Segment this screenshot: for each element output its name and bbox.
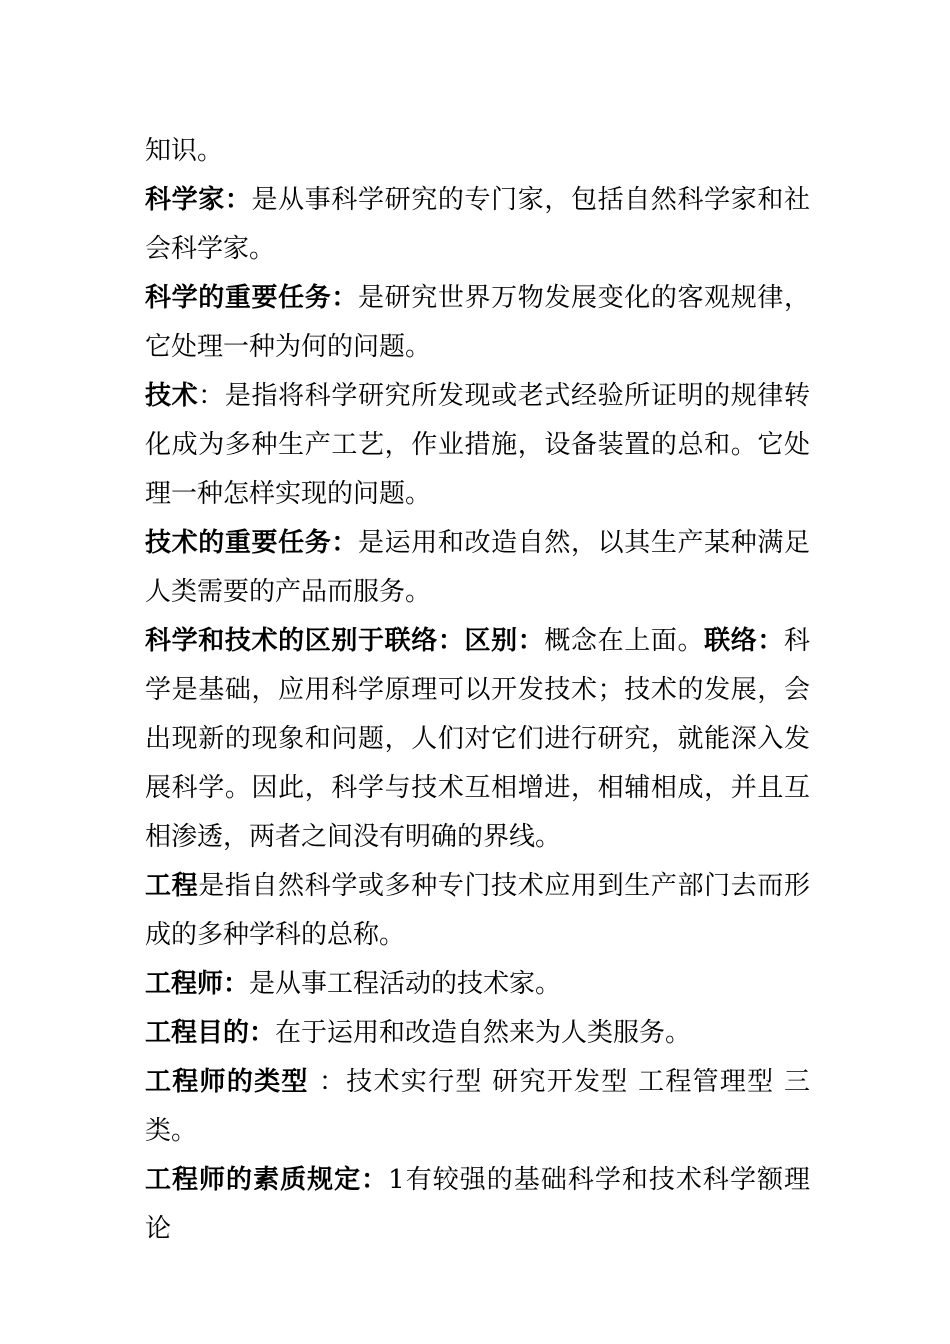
term-heading: 工程 (145, 871, 199, 901)
body-text: 在于运用和改造自然来为人类服务。 (275, 1018, 692, 1048)
body-text: 1有较强的基础科学和技术科学额理论 (145, 1165, 810, 1244)
paragraph-knowledge-tail (145, 127, 810, 176)
paragraph-engineering-purpose (145, 1009, 810, 1058)
body-text: 概念在上面。 (544, 626, 705, 656)
body-text: 是指自然科学或多种专门技术应用到生产部门去而形成的多种学科的总称。 (145, 871, 810, 950)
term-heading: 联络： (704, 626, 784, 656)
document-page (145, 127, 810, 1254)
term-heading: 工程师的素质规定： (145, 1165, 389, 1195)
term-heading: 工程师的类型 (145, 1067, 319, 1097)
body-text: 是从事科学研究的专门家，包括自然科学家和社会科学家。 (145, 185, 810, 264)
body-text: ：技术实行型 研究开发型 工程管理型 三类。 (145, 1067, 810, 1146)
body-text: 知识。 (145, 136, 224, 166)
paragraph-scientist (145, 176, 810, 274)
paragraph-engineering (145, 862, 810, 960)
term-heading: 科学的重要任务： (145, 283, 358, 313)
term-heading: 工程师： (145, 969, 250, 999)
term-heading: 工程目的： (145, 1018, 276, 1048)
paragraph-science-technology-relation (145, 617, 810, 862)
term-heading: 科学家： (145, 185, 252, 215)
paragraph-technology-task (145, 519, 810, 617)
paragraph-engineer (145, 960, 810, 1009)
paragraph-science-task (145, 274, 810, 372)
body-text: 科学是基础，应用科学原理可以开发技术；技术的发展，会出现新的现象和问题，人们对它们进行研究，就能深入发展科学。因此，科学与技术互相增进，相辅相成，并且互相渗透，两者之间没有明确的界线。 (145, 626, 810, 852)
paragraph-engineer-qualities (145, 1156, 810, 1254)
body-text: 是从事工程活动的技术家。 (249, 969, 562, 999)
term-heading: 科学和技术的区别于联络：区别： (145, 626, 545, 656)
paragraph-technology (145, 372, 810, 519)
paragraph-engineer-types (145, 1058, 810, 1156)
term-heading: 技术的重要任务： (145, 528, 358, 558)
term-heading: 技术 (145, 381, 199, 411)
body-text: 是研究世界万物发展变化的客观规律，它处理一种为何的问题。 (145, 283, 810, 362)
body-text: 是运用和改造自然，以其生产某种满足人类需要的产品而服务。 (145, 528, 810, 607)
body-text: ：是指将科学研究所发现或老式经验所证明的规律转化成为多种生产工艺，作业措施，设备装置的总和。它处理一种怎样实现的问题。 (145, 381, 810, 509)
